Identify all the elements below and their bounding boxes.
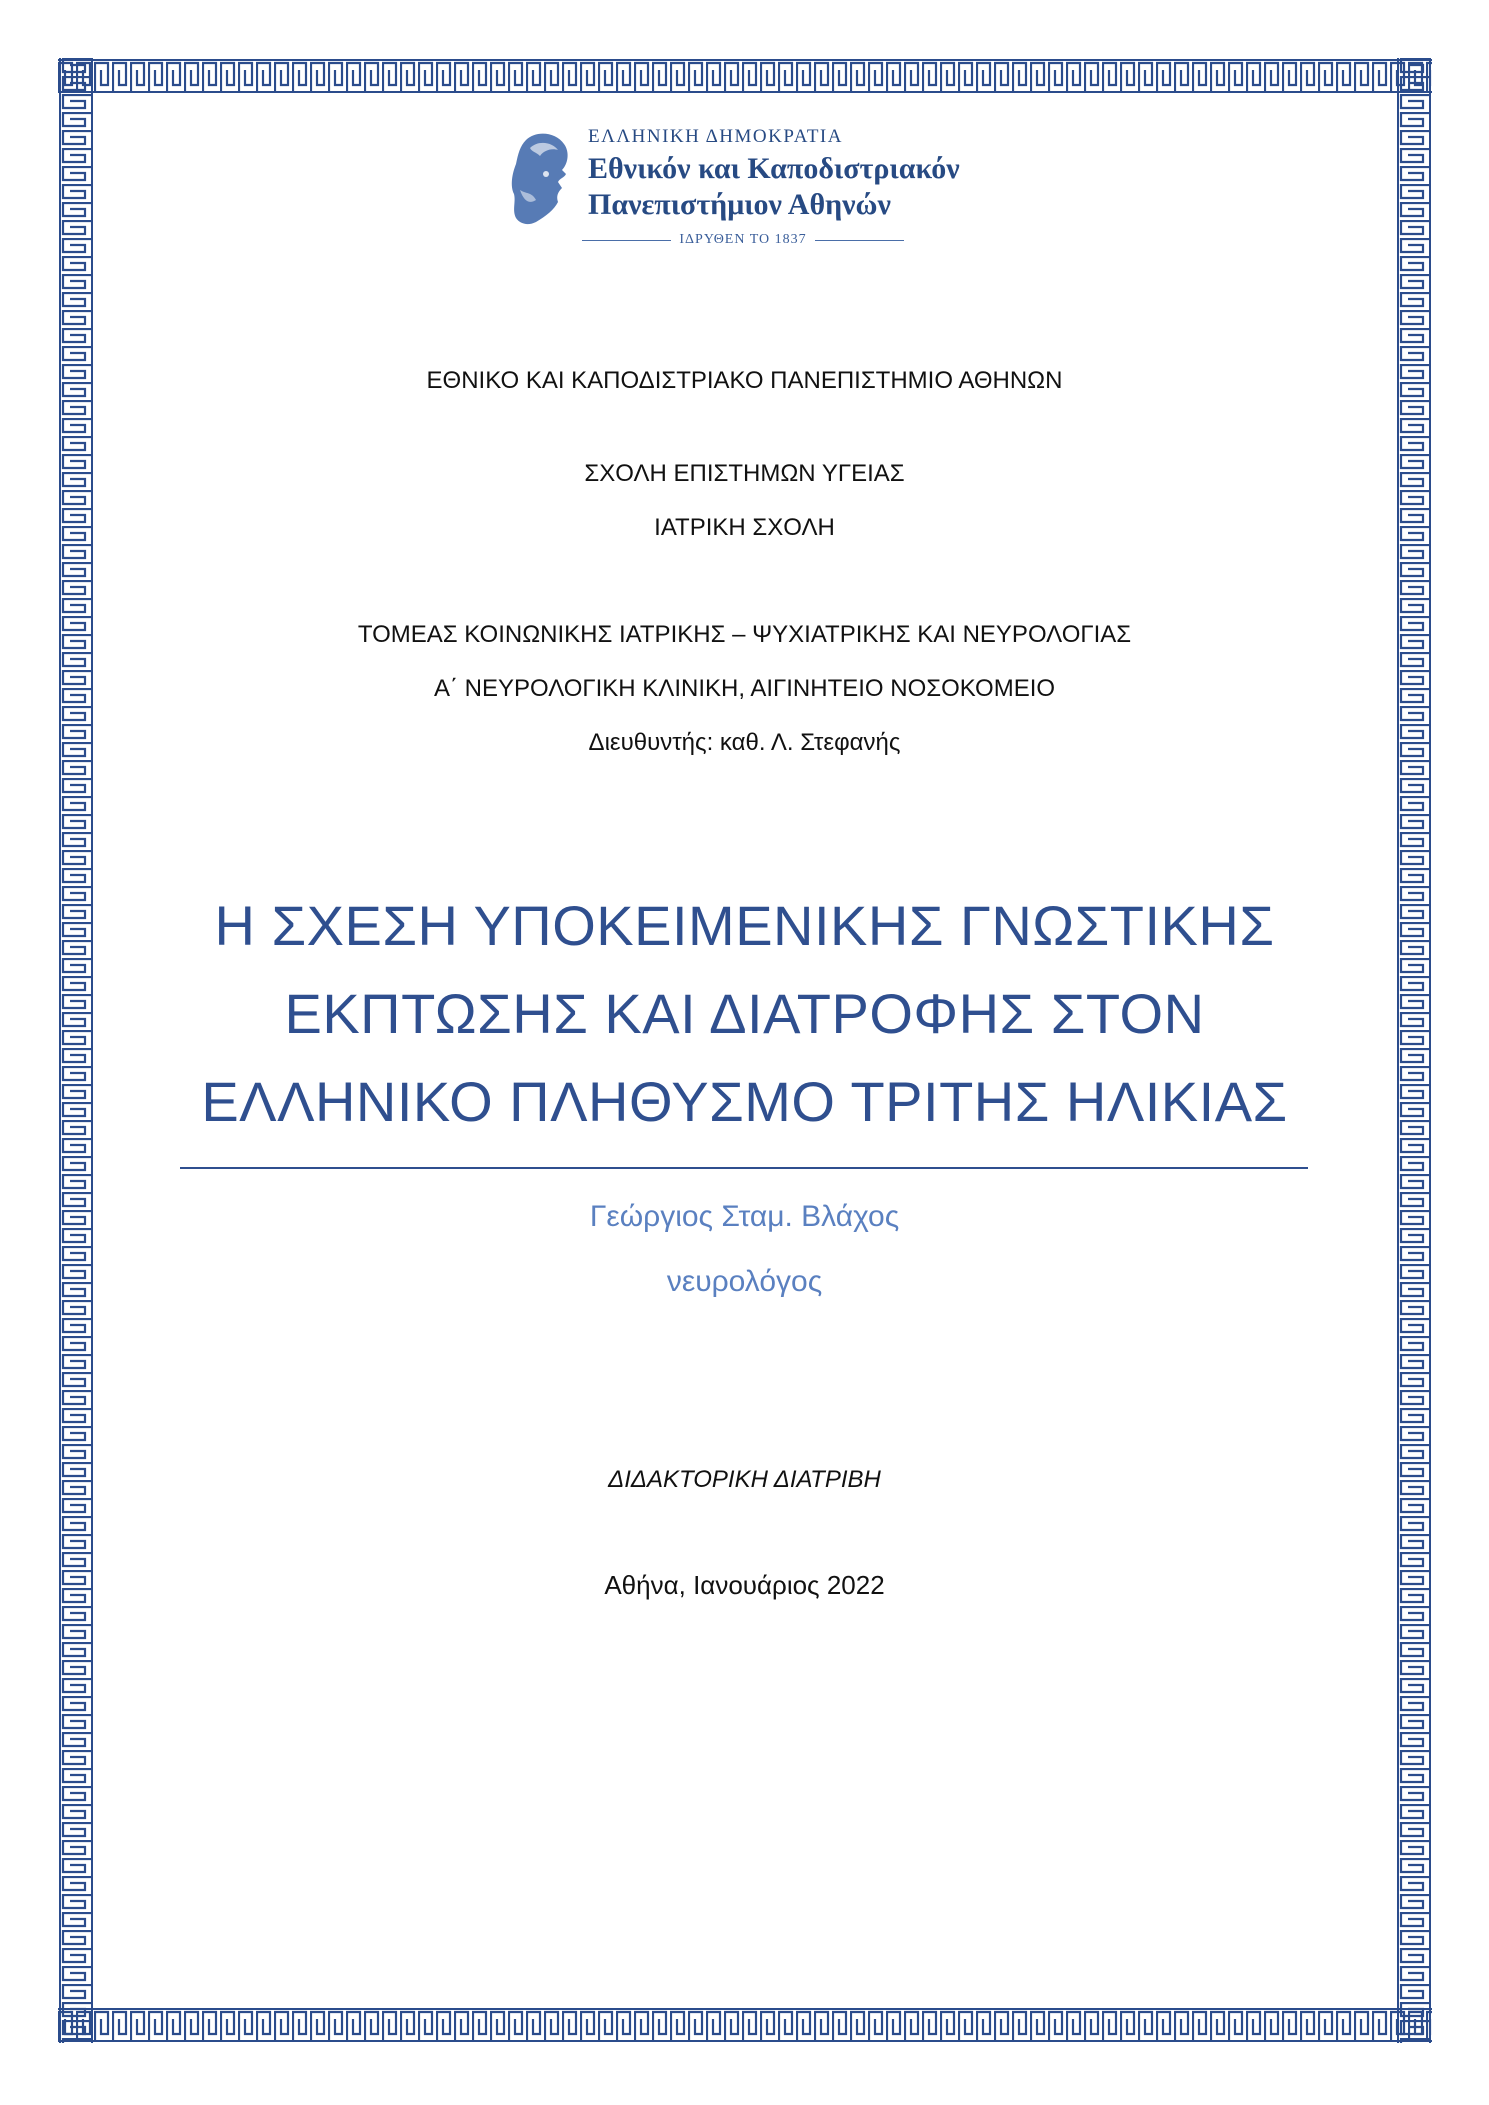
- author-profession: νευρολόγος: [666, 1265, 823, 1298]
- thesis-title-line3: ΕΛΛΗΝΙΚΟ ΠΛΗΘΥΣΜΟ ΤΡΙΤΗΣ ΗΛΙΚΙΑΣ: [201, 1070, 1288, 1133]
- athena-head-icon: [506, 130, 576, 230]
- clinic-name: Α΄ ΝΕΥΡΟΛΟΓΙΚΗ ΚΛΙΝΙΚΗ, ΑΙΓΙΝΗΤΕΙΟ ΝΟΣΟΚΟΜΕΙΟ: [433, 675, 1056, 702]
- thesis-title-line2: ΕΚΠΤΩΣΗΣ ΚΑΙ ΔΙΑΤΡΟΦΗΣ ΣΤΟΝ: [284, 982, 1205, 1045]
- document-type: ΔΙΔΑΚΤΟΡΙΚΗ ΔΙΑΤΡΙΒΗ: [608, 1466, 881, 1493]
- author-name: Γεώργιος Σταμ. Βλάχος: [589, 1200, 900, 1233]
- greek-key-border-bottom: [58, 2007, 1432, 2043]
- university-name: ΕΘΝΙΚΟ ΚΑΙ ΚΑΠΟΔΙΣΤΡΙΑΚΟ ΠΑΝΕΠΙΣΤΗΜΙΟ ΑΘΗΝΩΝ: [426, 367, 1063, 394]
- university-logo: [506, 122, 986, 250]
- logo-founded-rule-left: [582, 240, 671, 241]
- faculty-name: ΙΑΤΡΙΚΗ ΣΧΟΛΗ: [654, 514, 835, 541]
- logo-university-line1: Εθνικόν και Καποδιστριακόν: [588, 152, 960, 185]
- title-underline: [180, 1167, 1308, 1169]
- logo-founded-rule-right: [815, 240, 904, 241]
- department-name: ΤΟΜΕΑΣ ΚΟΙΝΩΝΙΚΗΣ ΙΑΤΡΙΚΗΣ – ΨΥΧΙΑΤΡΙΚΗΣ ΚΑΙ ΝΕΥΡΟΛΟΓΙΑΣ: [357, 621, 1132, 648]
- logo-founded-text: ΙΔΡΥΘΕΝ ΤΟ 1837: [679, 232, 807, 247]
- director-name: Διευθυντής: καθ. Λ. Στεφανής: [588, 729, 901, 756]
- greek-key-border-right: [1396, 58, 1432, 2043]
- logo-republic-text: ΕΛΛΗΝΙΚΗ ΔΗΜΟΚΡΑΤΙΑ: [588, 126, 843, 147]
- thesis-title-line1: Η ΣΧΕΣΗ ΥΠΟΚΕΙΜΕΝΙΚΗΣ ΓΝΩΣΤΙΚΗΣ: [214, 894, 1275, 957]
- greek-key-border-left: [58, 58, 94, 2043]
- logo-founded: [582, 232, 904, 248]
- logo-university-line2: Πανεπιστήμιον Αθηνών: [588, 188, 891, 221]
- school-name: ΣΧΟΛΗ ΕΠΙΣΤΗΜΩΝ ΥΓΕΙΑΣ: [584, 460, 905, 487]
- greek-key-border-top: [58, 58, 1432, 94]
- place-date: Αθήνα, Ιανουάριος 2022: [604, 1570, 885, 1600]
